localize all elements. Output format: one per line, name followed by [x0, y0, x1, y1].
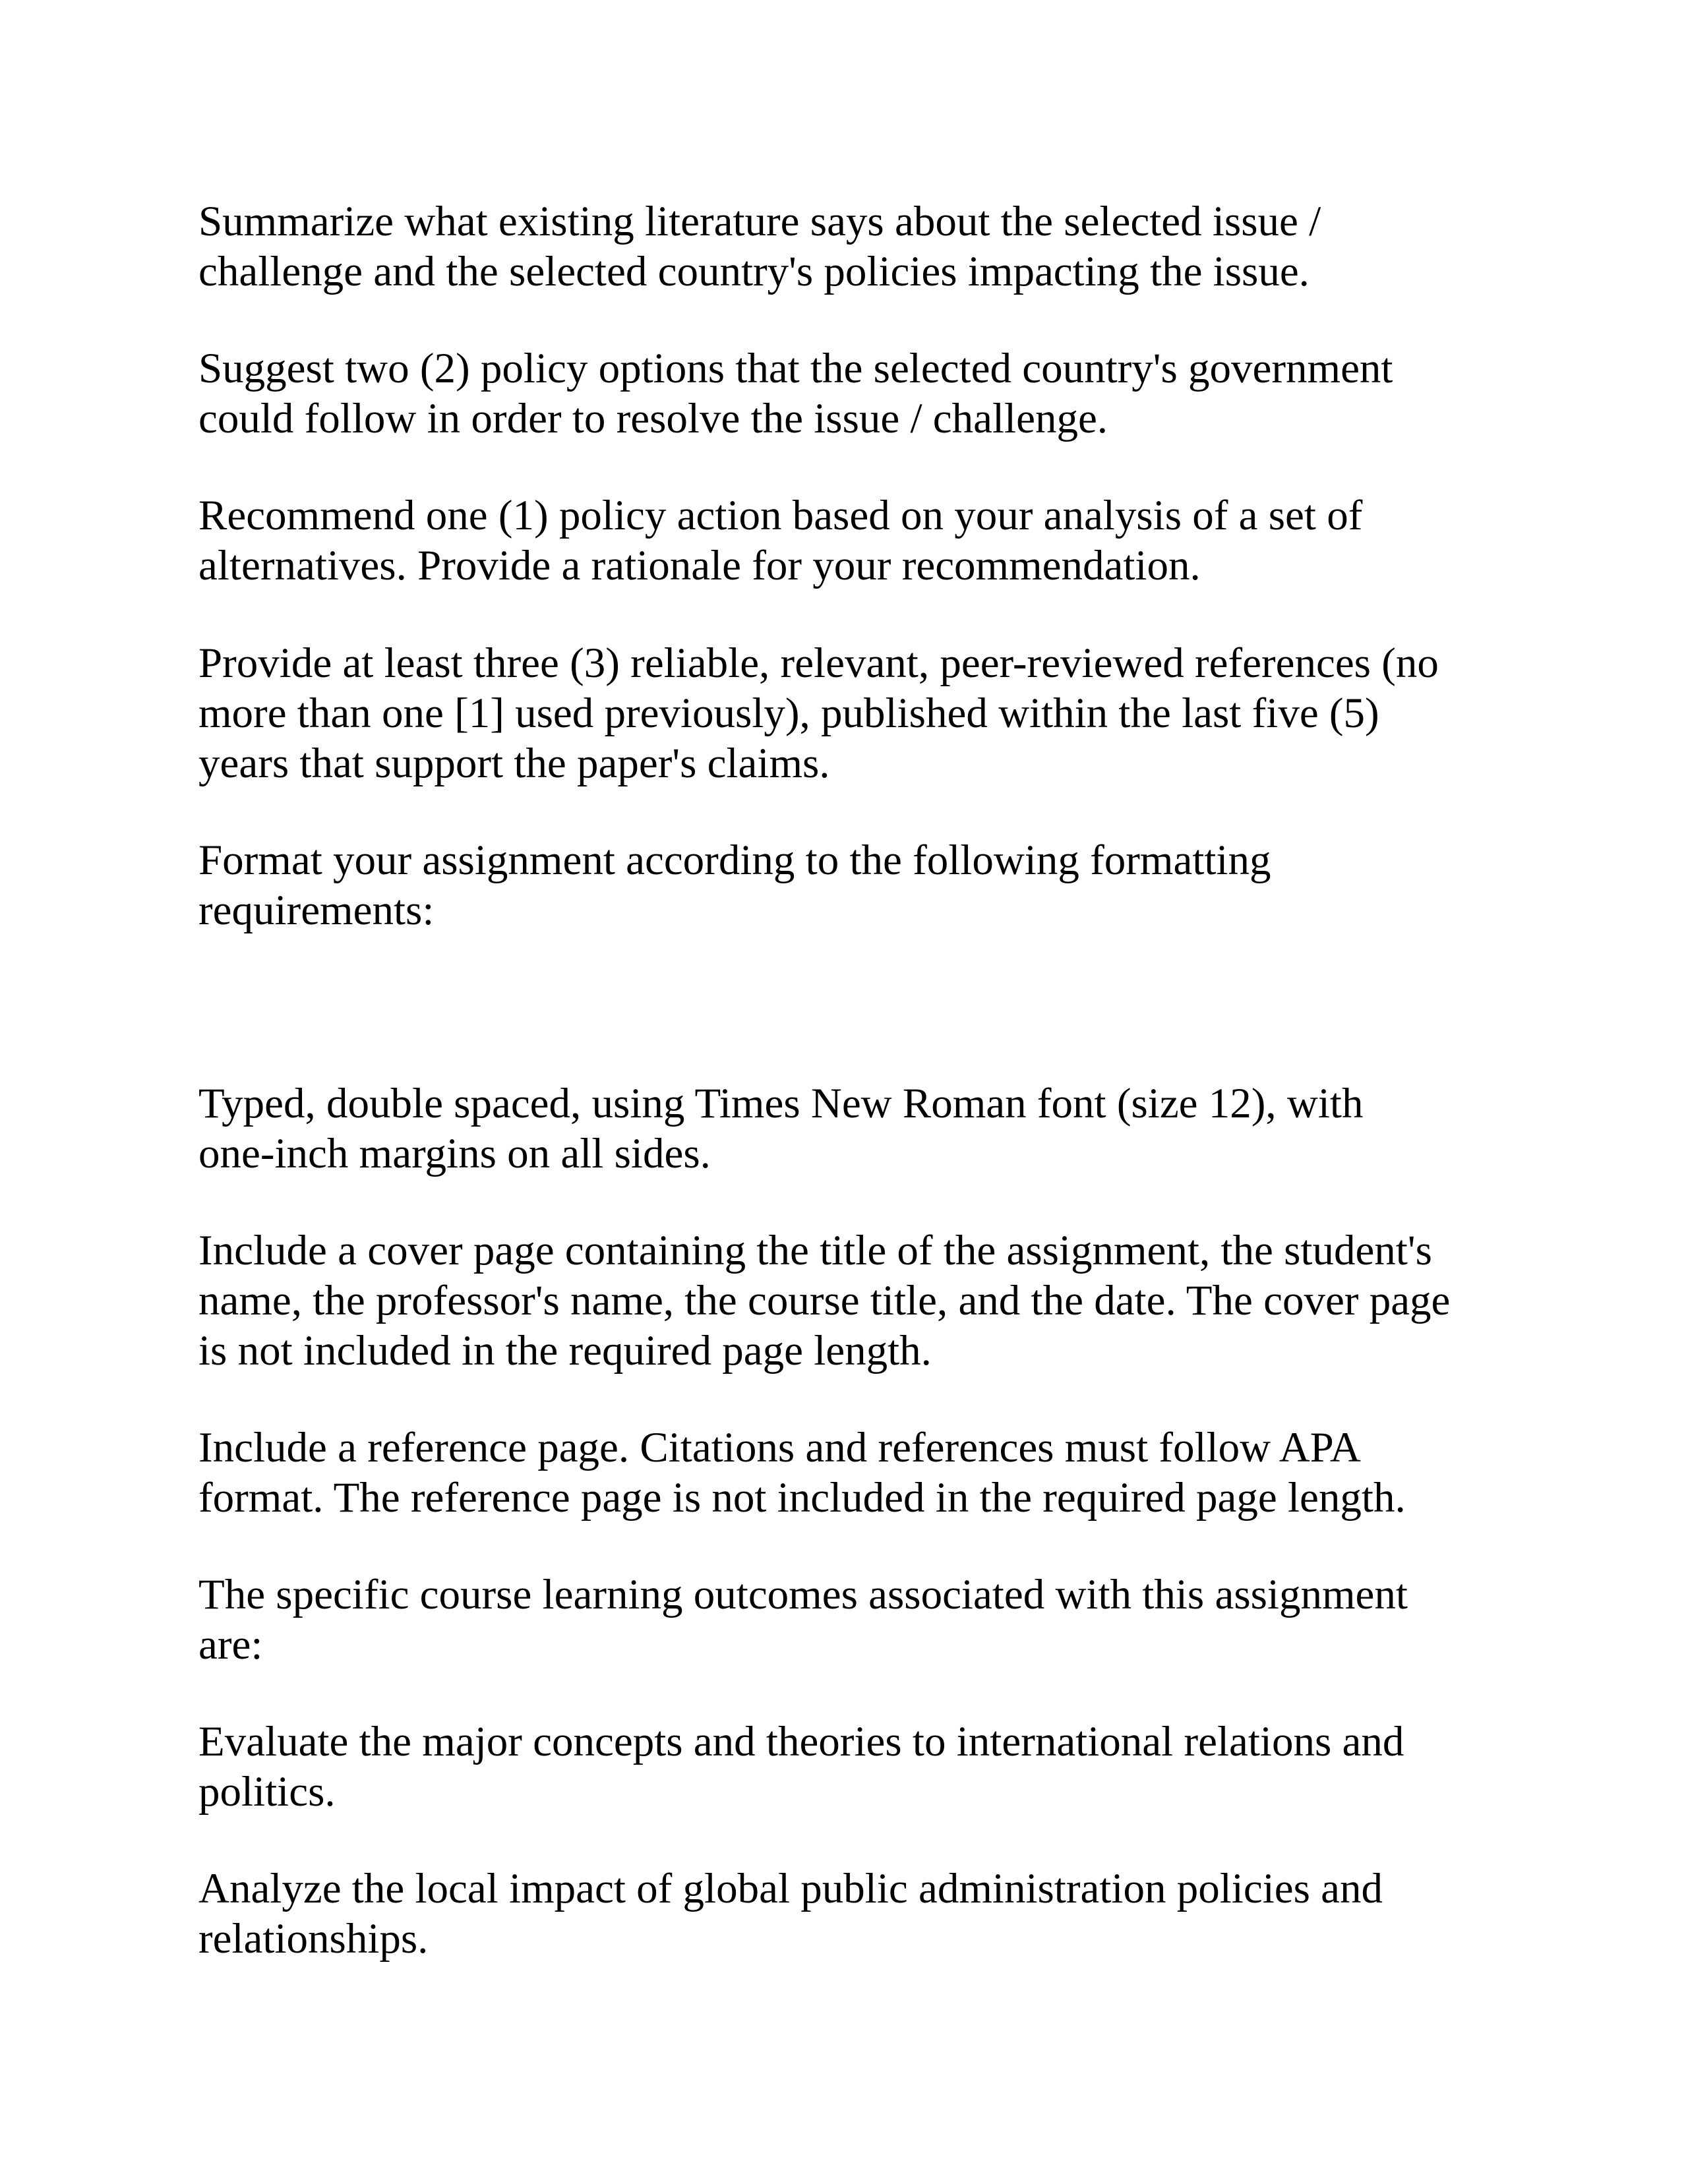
paragraph-outcome-analyze: Analyze the local impact of global public administration policies and relationships. [198, 1865, 1383, 1963]
paragraph-recommend-action: Recommend one (1) policy action based on your analysis of a set of alternatives. Provide a rationale for your recommendation. [198, 492, 1363, 589]
paragraph-learning-outcomes: The specific course learning outcomes associated with this assignment are: [198, 1571, 1408, 1668]
paragraph-cover-page: Include a cover page containing the title of the assignment, the student's name, the professor's name, the course title, and the date. The cover page is not included in the required page length. [198, 1227, 1451, 1374]
paragraph-typed-double-spaced: Typed, double spaced, using Times New Roman font (size 12), with one-inch margins on all sides. [198, 1080, 1364, 1177]
paragraph-policy-options: Suggest two (2) policy options that the selected country's government could follow in order to resolve the issue / challenge. [198, 345, 1393, 442]
paragraph-references-requirement: Provide at least three (3) reliable, relevant, peer-reviewed references (no more than one [1] used previously), published within the last five (5) years that support the paper's claims. [198, 639, 1439, 787]
paragraph-format-intro: Format your assignment according to the following formatting requirements: [198, 837, 1271, 934]
paragraph-reference-page: Include a reference page. Citations and references must follow APA format. The reference page is not included in the required page length. [198, 1424, 1406, 1521]
paragraph-outcome-evaluate: Evaluate the major concepts and theories to international relations and politics. [198, 1718, 1404, 1815]
paragraph-summarize-literature: Summarize what existing literature says about the selected issue / challenge and the selected country's policies impacting the issue. [198, 198, 1321, 295]
